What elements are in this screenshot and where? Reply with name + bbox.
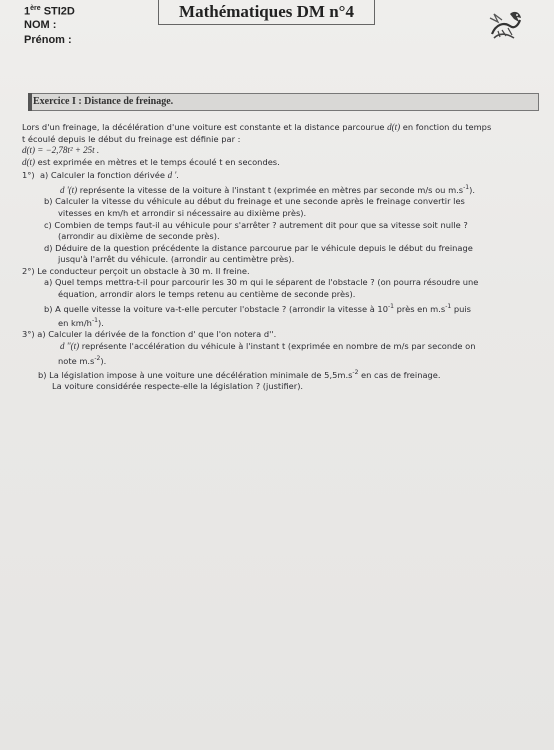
question-2-b-cont: en $km/h^{-1}$). [58,317,104,328]
question-2-a-cont: équation, arrondir alors le temps retenu au centième de seconde près). [58,289,356,300]
question-1-d-cont: jusqu'à l'arrêt du véhicule. (arrondir au centimètre près). [58,254,295,265]
intro-line: d(t) est exprimée en mètres et le temps écoulé t en secondes. [22,156,280,167]
student-header [24,2,75,47]
nom-label: NOM : [24,18,57,31]
question-1-b-cont: vitesses en km/h et arrondir si nécessaire au dixième près). [58,207,307,218]
question-2-a: a) Quel temps mettra-t-il pour parcourir les 30 m qui le séparent de l'obstacle ? (on pourra résoudre une [44,277,479,288]
exercise-title-box [28,93,539,111]
question-3-a-detail: d ''(t) représente l'accélération du véhicule à l'instant t (exprimée en nombre de m/s par seconde on [60,340,476,351]
question-3-b: b) La législation impose à une voiture une décélération minimale de $5,5m.s^{-2}$ en cas de freinage. [38,368,441,380]
prenom-label: Prénom : [24,33,72,46]
page-title: Mathématiques DM n°4 [158,0,375,25]
question-3-a: 3°) a) Calculer la dérivée de la fonction d' que l'on notera d''. [22,329,277,340]
exercise-content [22,122,542,393]
question-2-b: b) A quelle vitesse la voiture va-t-elle percuter l'obstacle ? (arrondir la vitesse à $10^{-1}$ près en $m.s^{-1}$ puis [44,302,472,314]
question-1-a-detail: d '(t) représente la vitesse de la voiture à l'instant t (exprimée en mètres par seconde m/s ou $m.s^{-1}$). [60,183,475,195]
formula: d(t) = −2,78t² + 25t . [22,145,100,156]
intro-line: t écoulé depuis le début du freinage est définie par : [22,133,241,144]
exercise-title: Exercice I : Distance de freinage. [33,96,174,107]
question-1-c: c) Combien de temps faut-il au véhicule pour s'arrêter ? autrement dit pour que sa vitesse soit nulle ? [44,219,468,230]
question-1-c-cont: (arrondir au dixième de seconde près). [58,231,220,242]
intro-line: Lors d'un freinage, la décélération d'une voiture est constante et la distance parcourue d(t) en fonction du temps [22,122,492,132]
question-3-a-cont: note $m.s^{-2}$). [58,354,107,366]
class-label: 1ère STI2D [24,5,75,18]
dragon-logo-icon [484,4,526,46]
question-1-d: d) Déduire de la question précédente la distance parcourue par le véhicule depuis le début du freinage [44,242,473,253]
exercise-bar-decoration [28,93,32,111]
question-1-b: b) Calculer la vitesse du véhicule au début du freinage et une seconde après le freinage convertir les [44,196,465,207]
question-1-a: 1°) a) Calculer la fonction dérivée d '. [22,170,179,181]
question-2: 2°) Le conducteur perçoit un obstacle à 30 m. Il freine. [22,265,250,276]
question-3-b-cont: La voiture considérée respecte-elle la législation ? (justifier). [52,381,304,392]
